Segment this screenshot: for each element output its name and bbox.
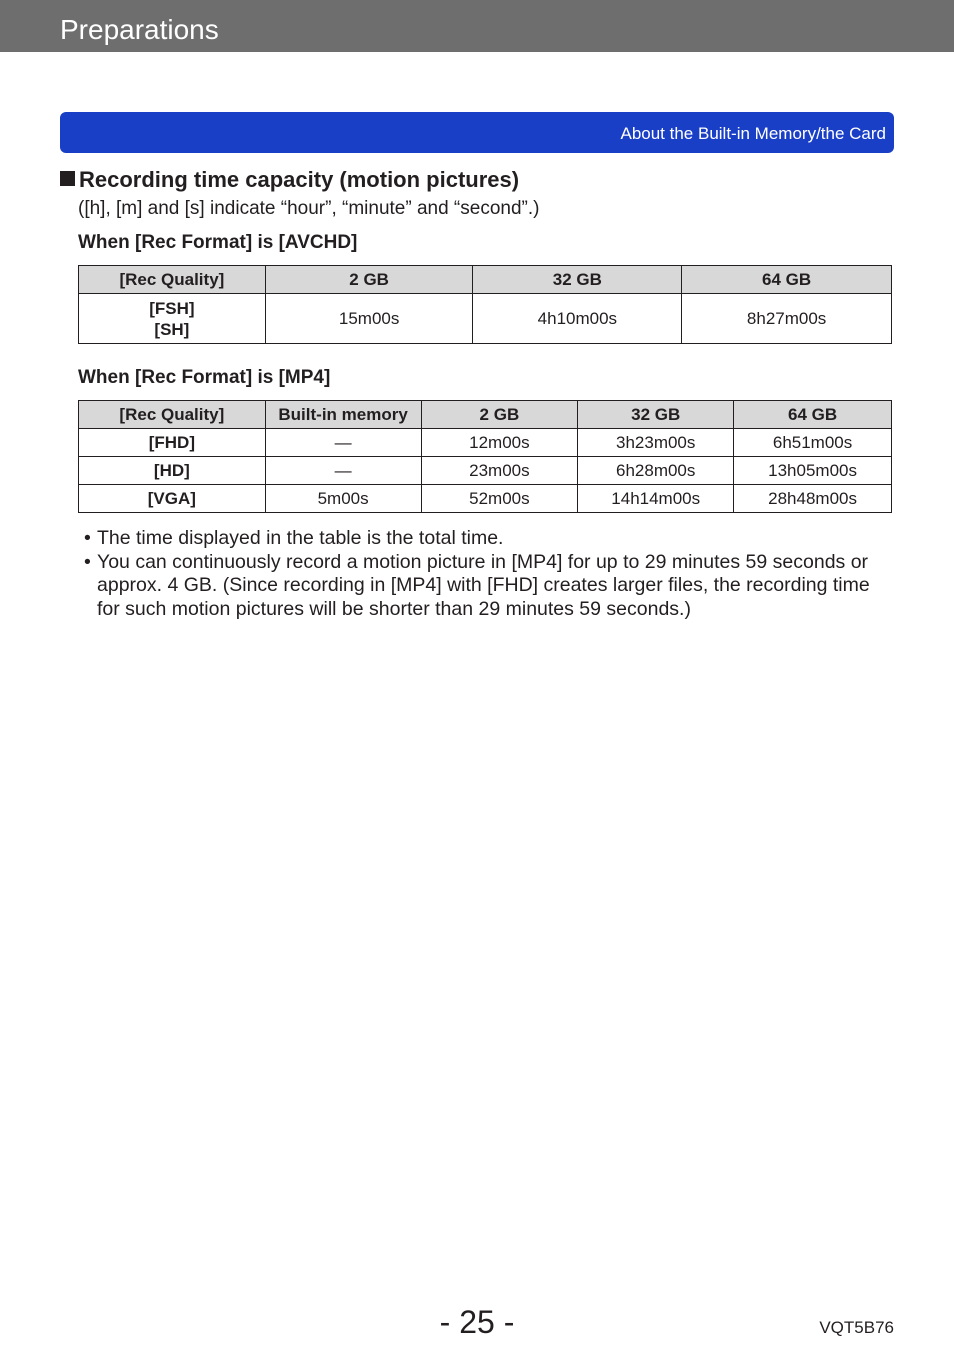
table-cell: 13h05m00s bbox=[734, 457, 892, 485]
column-header: 2 GB bbox=[421, 401, 578, 429]
column-header: [Rec Quality] bbox=[79, 266, 266, 294]
table-cell: 6h28m00s bbox=[578, 457, 734, 485]
table-row bbox=[79, 429, 892, 457]
row-header: [FHD] bbox=[79, 429, 266, 457]
notes-list bbox=[82, 527, 882, 621]
table-cell: 52m00s bbox=[421, 485, 578, 513]
table-row bbox=[79, 457, 892, 485]
row-header bbox=[79, 294, 266, 344]
row-header-line: [FSH] bbox=[149, 298, 195, 318]
table-cell: 23m00s bbox=[421, 457, 578, 485]
table-cell: — bbox=[265, 457, 421, 485]
table-row bbox=[79, 485, 892, 513]
column-header: 64 GB bbox=[682, 266, 892, 294]
table-cell: — bbox=[265, 429, 421, 457]
table-cell: 15m00s bbox=[265, 294, 473, 344]
square-bullet-icon bbox=[60, 171, 75, 186]
section-banner-label: About the Built-in Memory/the Card bbox=[620, 124, 886, 143]
table-cell: 4h10m00s bbox=[473, 294, 682, 344]
document-code: VQT5B76 bbox=[819, 1318, 894, 1337]
unit-note: ([h], [m] and [s] indicate “hour”, “minute” and “second”.) bbox=[78, 198, 540, 219]
section-banner bbox=[60, 112, 894, 153]
table-cell: 8h27m00s bbox=[682, 294, 892, 344]
list-item: • The time displayed in the table is the total time. bbox=[82, 527, 882, 551]
table-header-row bbox=[79, 401, 892, 429]
header-title: Preparations bbox=[60, 14, 219, 45]
table-cell: 3h23m00s bbox=[578, 429, 734, 457]
column-header: 2 GB bbox=[265, 266, 473, 294]
page-number: - 25 - bbox=[439, 1304, 515, 1340]
section-heading-text: Recording time capacity (motion pictures) bbox=[79, 167, 520, 192]
row-header: [HD] bbox=[79, 457, 266, 485]
column-header: 32 GB bbox=[578, 401, 734, 429]
table-cell: 28h48m00s bbox=[734, 485, 892, 513]
row-header-line: [SH] bbox=[154, 319, 190, 339]
table-cell: 5m00s bbox=[265, 485, 421, 513]
column-header: [Rec Quality] bbox=[79, 401, 266, 429]
section-heading bbox=[60, 167, 519, 193]
row-header: [VGA] bbox=[79, 485, 266, 513]
column-header: 32 GB bbox=[473, 266, 682, 294]
list-item: • You can continuously record a motion picture in [MP4] for up to 29 minutes 59 seconds or approx. 4 GB. (Since recording in [MP4] with [FHD] creates larger files, the recording time for such motion pictures will be shorter than 29 minutes 59 seconds.) bbox=[82, 551, 882, 622]
column-header: Built-in memory bbox=[265, 401, 421, 429]
mp4-capacity-table bbox=[78, 400, 892, 513]
mp4-subheading: When [Rec Format] is [MP4] bbox=[78, 367, 331, 388]
avchd-capacity-table bbox=[78, 265, 892, 344]
avchd-subheading: When [Rec Format] is [AVCHD] bbox=[78, 232, 358, 253]
column-header: 64 GB bbox=[734, 401, 892, 429]
table-cell: 6h51m00s bbox=[734, 429, 892, 457]
header-bar bbox=[0, 0, 954, 52]
table-row bbox=[79, 294, 892, 344]
table-header-row bbox=[79, 266, 892, 294]
table-cell: 12m00s bbox=[421, 429, 578, 457]
table-cell: 14h14m00s bbox=[578, 485, 734, 513]
